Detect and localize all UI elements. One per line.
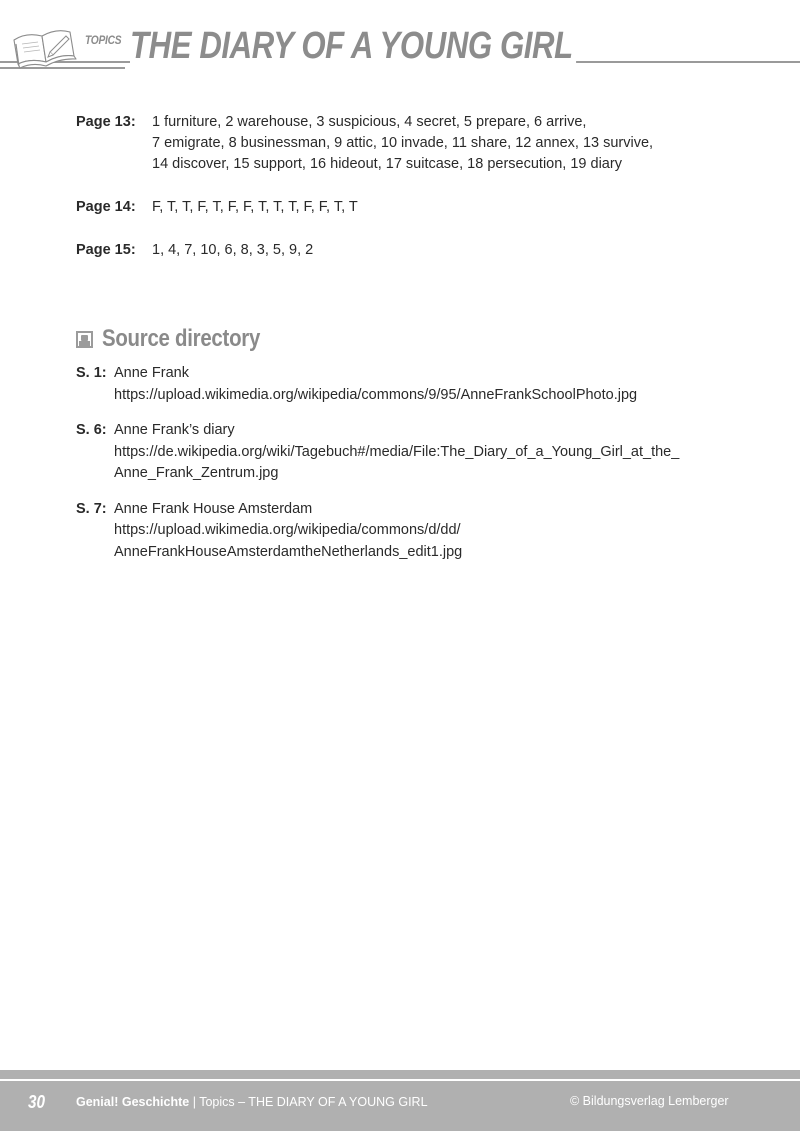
footer-subtitle: Topics – THE DIARY OF A YOUNG GIRL (199, 1095, 428, 1109)
answer-key (76, 112, 756, 261)
answer-row-page-14 (76, 197, 756, 218)
source-list (76, 363, 776, 563)
source-url-continued: Anne_Frank_Zentrum.jpg (114, 465, 279, 481)
source-label: S. 7: (76, 500, 107, 517)
page-header (0, 0, 800, 80)
person-icon (76, 331, 93, 348)
answer-label: Page 13: (76, 114, 136, 130)
source-entry-s7 (76, 499, 776, 564)
series-label: TOPICS (85, 33, 122, 47)
answer-line: 1 furniture, 2 warehouse, 3 suspicious, 4 secret, 5 prepare, 6 arrive, (152, 114, 587, 130)
source-caption: Anne Frank’s diary (114, 422, 235, 438)
source-entry-s6 (76, 420, 776, 485)
answer-line: F, T, T, F, T, F, F, T, T, T, F, F, T, T (152, 199, 358, 215)
page-title: THE DIARY OF A YOUNG GIRL (130, 24, 576, 68)
footer-title (76, 1095, 428, 1109)
page-footer (0, 1081, 800, 1131)
source-url: https://upload.wikimedia.org/wikipedia/commons/9/95/AnneFrankSchoolPhoto.jpg (114, 386, 638, 403)
answer-line: 1, 4, 7, 10, 6, 8, 3, 5, 9, 2 (152, 242, 314, 258)
answer-label: Page 14: (76, 199, 136, 215)
source-url-continued: AnneFrankHouseAmsterdamtheNetherlands_edit1.jpg (114, 543, 463, 560)
page-number: 30 (28, 1092, 46, 1112)
source-label: S. 1: (76, 365, 107, 381)
answer-row-page-15 (76, 240, 756, 261)
answer-row-page-13 (76, 112, 756, 175)
answer-line: 7 emigrate, 8 businessman, 9 attic, 10 invade, 11 share, 12 annex, 13 survive, (152, 135, 654, 151)
answer-text (152, 112, 756, 175)
source-directory-heading (76, 325, 288, 353)
source-body (114, 363, 637, 406)
source-label: S. 6: (76, 422, 107, 438)
answer-line: 14 discover, 15 support, 16 hideout, 17 suitcase, 18 persecution, 19 diary (152, 156, 622, 172)
answer-label: Page 15: (76, 242, 136, 258)
footer-brand: Genial! Geschichte (76, 1095, 190, 1109)
source-body (114, 420, 679, 485)
source-url: https://de.wikipedia.org/wiki/Tagebuch#/media/File:The_Diary_of_a_Young_Girl_at_the_ (114, 443, 680, 460)
open-book-with-pen-icon (10, 22, 78, 70)
source-entry-s1 (76, 363, 776, 406)
source-body (114, 499, 462, 564)
answer-text (152, 197, 756, 218)
source-url: https://upload.wikimedia.org/wikipedia/commons/d/dd/ (114, 522, 461, 538)
source-caption: Anne Frank (114, 365, 189, 381)
source-caption: Anne Frank House Amsterdam (114, 500, 313, 517)
footer-band (0, 1070, 800, 1079)
section-title: Source directory (102, 325, 261, 352)
footer-separator: | (189, 1095, 200, 1109)
answer-text (152, 240, 756, 261)
copyright-notice: © Bildungsverlag Lemberger (570, 1094, 729, 1108)
